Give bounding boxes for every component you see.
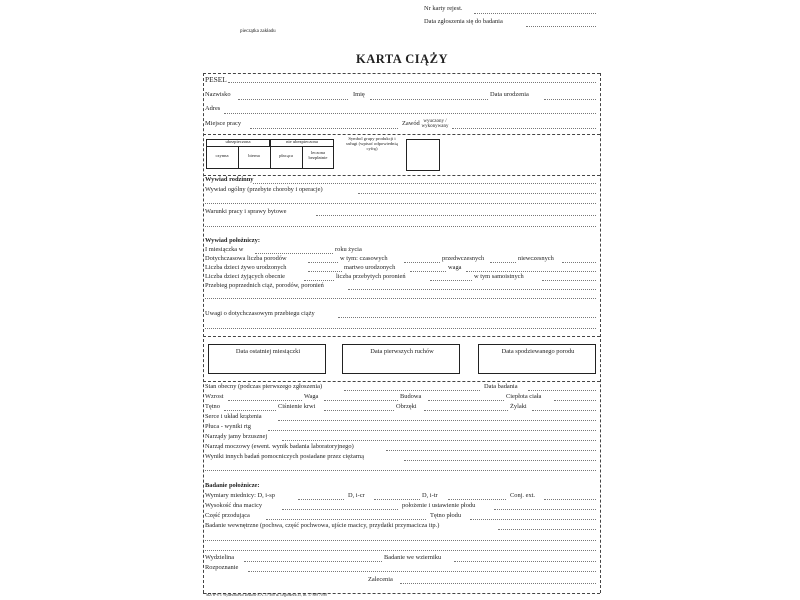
waga-obecna-field[interactable] <box>324 400 398 401</box>
wewnetrzne-field[interactable] <box>498 529 596 530</box>
nr-karty-field[interactable] <box>474 13 596 14</box>
conj-label: Conj. ext. <box>510 492 536 499</box>
stan-obecny-field[interactable] <box>344 390 480 391</box>
niewczesnych-label: niewczesnych <box>518 255 554 262</box>
data-badania-label: Data badania <box>484 383 518 390</box>
wywiad-rodzinny-heading: Wywiad rodzinny <box>205 176 254 183</box>
wysokosc-label: Wysokość dna macicy <box>205 502 263 509</box>
data-urodzenia-field[interactable] <box>544 99 596 100</box>
d-itr-label: D, i-tr <box>422 492 438 499</box>
left-border <box>203 73 204 593</box>
niewczesnych-field[interactable] <box>562 262 596 263</box>
date-box-porodu[interactable] <box>478 344 596 374</box>
nazwisko-field[interactable] <box>238 99 348 100</box>
uwagi-label: Uwagi o dotychczasowym przebiegu ciąży <box>205 310 315 317</box>
symbol-box[interactable] <box>406 139 440 171</box>
miesiaczka-field[interactable] <box>255 253 333 254</box>
stan-obecny-label: Stan obecny (podczas pierwszego zgłoszenia) <box>205 383 323 390</box>
zawod-field[interactable] <box>452 128 596 129</box>
budowa-label: Budowa <box>400 393 422 400</box>
przebieg-field[interactable] <box>348 289 596 290</box>
warunki-field[interactable] <box>316 215 596 216</box>
pesel-label: PESEL <box>205 75 227 84</box>
przebieg-line2[interactable] <box>205 298 596 299</box>
waga-label: waga <box>448 264 462 271</box>
przedwczesnych-field[interactable] <box>490 262 516 263</box>
wydzielina-field[interactable] <box>244 561 382 562</box>
rozpoznanie-field[interactable] <box>248 571 596 572</box>
czasowych-field[interactable] <box>404 262 440 263</box>
wymiary-field[interactable] <box>298 499 344 500</box>
badanie-heading: Badanie położnicze: <box>205 482 260 489</box>
col-czynna[interactable]: czynna <box>215 153 229 158</box>
waga-obecna-label: Waga <box>304 393 319 400</box>
tetno-field[interactable] <box>224 410 276 411</box>
rozpoznanie-label: Rozpoznanie <box>205 564 239 571</box>
wewnetrzne-line3[interactable] <box>205 550 596 551</box>
page-title: KARTA CIĄŻY <box>356 52 448 66</box>
wyniki-label: Wyniki innych badań pomocniczych posiadane przez ciężarną <box>205 453 364 460</box>
adres-label: Adres <box>205 105 221 112</box>
d-icr-label: D, i-cr <box>348 492 365 499</box>
zyjacych-field[interactable] <box>304 280 334 281</box>
miesiaczka-label: I miesiączka w <box>205 246 244 253</box>
date-box-ruchow[interactable] <box>342 344 460 374</box>
group2-label: nie ubezpieczona <box>286 139 318 144</box>
group1-label: ubezpieczona <box>225 139 251 144</box>
date-box-ruchow-label: Data pierwszych ruchów <box>370 348 434 355</box>
cisnienie-field[interactable] <box>324 410 394 411</box>
wywiad-ogolny-line2[interactable] <box>205 203 596 204</box>
zalecenia-label: Zalecenia <box>368 576 393 583</box>
date-box-ostatniej[interactable] <box>208 344 326 374</box>
document-page <box>198 0 606 600</box>
obrzeki-field[interactable] <box>424 410 508 411</box>
zywo-urodzonych-field[interactable] <box>308 271 342 272</box>
conj-field[interactable] <box>544 499 596 500</box>
wewnetrzne-label: Badanie wewnętrzne (pochwa, część pochwowa, ujście macicy, przydatki przymacicza itp.) <box>205 522 440 529</box>
czesc-label: Część przodująca <box>205 512 250 519</box>
przebieg-label: Przebieg poprzednich ciąż, porodów, poronień <box>205 282 324 289</box>
symbol-label: Symbol grupy produkcji i usługi (wpisać odpowiednią cyfrę) <box>346 136 398 151</box>
serce-field[interactable] <box>278 420 596 421</box>
wywiad-ogolny-label: Wywiad ogólny (przebyte choroby i operacje) <box>205 186 323 193</box>
wysokosc-field[interactable] <box>282 509 398 510</box>
budowa-field[interactable] <box>428 400 504 401</box>
wywiad-polozniczy-heading: Wywiad położniczy: <box>205 237 260 244</box>
czesc-field[interactable] <box>266 519 426 520</box>
wziernik-field[interactable] <box>454 561 596 562</box>
d-itr-field[interactable] <box>448 499 506 500</box>
narzady-field[interactable] <box>282 440 596 441</box>
uwagi-line2[interactable] <box>205 328 596 329</box>
col-leczona[interactable]: leczona bezpłatnie <box>308 150 328 160</box>
pluca-label: Płuca - wyniki rtg <box>205 423 251 430</box>
data-zgloszenia-label: Data zgłoszenia się do badania <box>424 18 503 25</box>
divider-1 <box>203 134 600 135</box>
wywiad-rodzinny-field[interactable] <box>253 183 596 184</box>
zylaki-field[interactable] <box>532 410 596 411</box>
imie-field[interactable] <box>370 99 488 100</box>
nazwisko-label: Nazwisko <box>205 91 231 98</box>
data-zgloszenia-field[interactable] <box>526 26 596 27</box>
data-urodzenia-label: Data urodzenia <box>490 91 529 98</box>
warunki-label: Warunki pracy i sprawy bytowe <box>205 208 287 215</box>
wywiad-ogolny-field[interactable] <box>358 193 596 194</box>
footer-imprint: MZ/W-8 © Wydawnictwo Druków S.A. 37-300 ul. Legionowa 35, tel. 17 889 70 80 <box>206 593 328 597</box>
wyniki-line2[interactable] <box>205 470 596 471</box>
narzad-moczowy-label: Narząd moczowy (ewent. wynik badania laboratoryjnego) <box>205 443 354 450</box>
tetno-plodu-label: Tętno płodu <box>430 512 462 519</box>
pieczatka-label: pieczątka zakładu <box>240 29 276 34</box>
divider-3 <box>203 336 600 337</box>
samoistnych-label: w tym samoistnych <box>474 273 524 280</box>
col-placaca[interactable]: płacąca <box>279 153 293 158</box>
wziernik-label: Badanie we wzierniku <box>384 554 442 561</box>
wzrost-label: Wzrost <box>205 393 224 400</box>
obrzeki-label: Obrzęki <box>396 403 417 410</box>
narzad-moczowy-field[interactable] <box>386 450 596 451</box>
miejsce-pracy-field[interactable] <box>250 128 398 129</box>
pluca-field[interactable] <box>268 430 596 431</box>
section-border-top <box>203 73 600 74</box>
col-bierna[interactable]: bierna <box>248 153 260 158</box>
tetno-plodu-field[interactable] <box>470 519 596 520</box>
zywo-urodzonych-label: Liczba dzieci żywo urodzonych <box>205 264 287 271</box>
czasowych-label: w tym: czasowych <box>340 255 388 262</box>
liczba-porodow-label: Dotychczasowa liczba porodów <box>205 255 287 262</box>
zyjacych-label: Liczba dzieci żyjących obecnie <box>205 273 286 280</box>
imie-label: Imię <box>353 91 365 98</box>
polozenie-field[interactable] <box>494 509 596 510</box>
wzrost-field[interactable] <box>228 400 302 401</box>
pesel-field[interactable] <box>228 82 596 83</box>
tetno-label: Tętno <box>205 403 220 410</box>
zylaki-label: Żylaki <box>510 403 527 410</box>
martwo-urodzonych-field[interactable] <box>410 271 446 272</box>
date-box-ostatniej-label: Data ostatniej miesiączki <box>235 348 301 355</box>
narzady-label: Narządy jamy brzusznej <box>205 433 268 440</box>
cisnienie-label: Ciśnienie krwi <box>278 403 316 410</box>
right-border <box>600 73 601 593</box>
wewnetrzne-line2[interactable] <box>205 540 596 541</box>
divider-2 <box>203 175 600 176</box>
wydzielina-label: Wydzielina <box>205 554 235 561</box>
samoistnych-field[interactable] <box>542 280 596 281</box>
divider-4 <box>203 381 600 382</box>
wyniki-field[interactable] <box>404 460 596 461</box>
przedwczesnych-label: przedwczesnych <box>442 255 485 262</box>
zawod-label: Zawód <box>402 120 420 127</box>
uwagi-field[interactable] <box>338 317 596 318</box>
cieplota-label: Ciepłota ciała <box>506 393 542 400</box>
nr-karty-label: Nr karty rejest. <box>424 5 463 12</box>
liczba-porodow-field[interactable] <box>308 262 338 263</box>
d-icr-field[interactable] <box>374 499 420 500</box>
poronien-label: liczba przebytych poronień <box>336 273 406 280</box>
polozenie-label: położenie i ustawienie płodu <box>402 502 476 509</box>
wymiary-label: Wymiary miednicy: D, i-sp <box>205 492 275 499</box>
serce-label: Serce i układ krążenia <box>205 413 262 420</box>
roku-zycia-label: roku życia <box>335 246 362 253</box>
martwo-urodzonych-label: martwo urodzonych <box>344 264 396 271</box>
waga-field[interactable] <box>466 271 596 272</box>
adres-field[interactable] <box>224 113 596 114</box>
data-badania-field[interactable] <box>528 390 596 391</box>
zawod-note: wyuczony / wykonywany <box>421 119 449 129</box>
poronien-field[interactable] <box>430 280 472 281</box>
date-box-porodu-label: Data spodziewanego porodu <box>501 348 575 355</box>
warunki-line2[interactable] <box>205 226 596 227</box>
cieplota-field[interactable] <box>554 400 596 401</box>
miejsce-pracy-label: Miejsce pracy <box>205 120 242 127</box>
zalecenia-field[interactable] <box>400 583 596 584</box>
